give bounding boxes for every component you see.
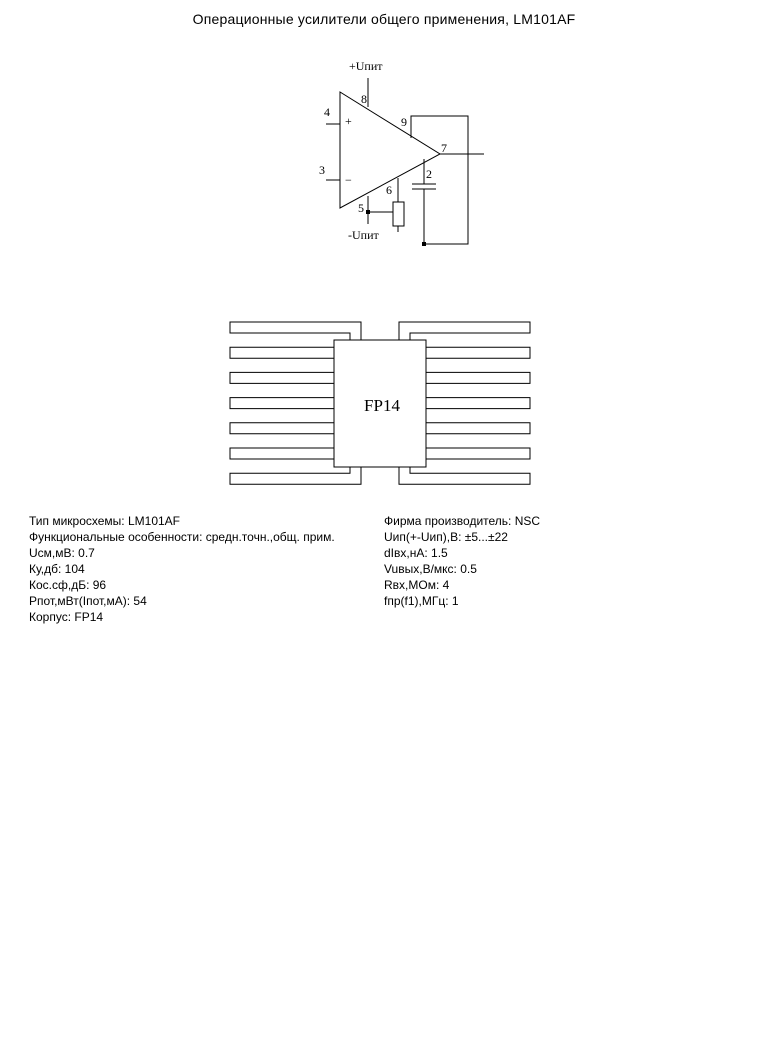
supply-neg-label: -Uпит xyxy=(348,228,379,242)
package-pin-left xyxy=(230,423,334,434)
spec-power: Рпот,мВт(Iпот,мА): 54 xyxy=(29,594,147,608)
input-plus-sign: + xyxy=(345,114,352,128)
spec-manufacturer: Фирма производитель: NSC xyxy=(384,514,541,528)
spec-input-current: dIвх,нА: 1.5 xyxy=(384,546,448,560)
package-pin-right xyxy=(426,347,530,358)
supply-pos-label: +Uпит xyxy=(349,59,383,73)
page-title: Операционные усилители общего применения, LM101AF xyxy=(192,11,576,27)
package-pin-left xyxy=(230,347,334,358)
spec-cmrr: Кос.сф,дБ: 96 xyxy=(29,578,107,592)
input-minus-sign: − xyxy=(345,173,352,187)
spec-features: Функциональные особенности: средн.точн.,общ. прим. xyxy=(29,530,335,544)
package-pin-left xyxy=(230,398,334,409)
package-pin-right xyxy=(426,372,530,383)
package-pin-right xyxy=(426,423,530,434)
resistor xyxy=(393,202,404,226)
pin-label-7: 7 xyxy=(441,141,447,155)
specs-left xyxy=(29,513,335,625)
pin-label-3: 3 xyxy=(319,163,325,177)
spec-package: Корпус: FP14 xyxy=(29,610,104,624)
pin-label-6: 6 xyxy=(386,183,392,197)
spec-gain: Ку,дб: 104 xyxy=(29,562,85,576)
spec-supply-voltage: Uип(+-Uип),В: ±5...±22 xyxy=(384,530,508,544)
package-pin-right xyxy=(399,322,530,340)
package-pin-left xyxy=(230,448,334,459)
specs-right xyxy=(384,513,540,609)
spec-input-resistance: Rвх,МОм: 4 xyxy=(384,578,450,592)
spec-slew-rate: Vuвых,В/мкс: 0.5 xyxy=(384,562,477,576)
pin-label-8: 8 xyxy=(361,92,367,106)
package-pin-right xyxy=(426,448,530,459)
package-pin-right xyxy=(426,398,530,409)
package-pin-left xyxy=(230,372,334,383)
pin-label-9: 9 xyxy=(401,115,407,129)
package-pin-right xyxy=(399,467,530,484)
spec-offset-voltage: Uсм,мВ: 0.7 xyxy=(29,546,95,560)
opamp-schematic xyxy=(326,78,484,244)
wire-pin9 xyxy=(411,116,468,244)
spec-bandwidth: fпр(f1),МГц: 1 xyxy=(384,594,459,608)
pin-label-5: 5 xyxy=(358,201,364,215)
package-pin-left xyxy=(230,322,361,340)
pin-label-4: 4 xyxy=(324,105,330,119)
package-label: FP14 xyxy=(364,396,400,415)
spec-chip-type: Тип микросхемы: LM101AF xyxy=(29,514,180,528)
pin-label-2: 2 xyxy=(426,167,432,181)
package-pin-left xyxy=(230,467,361,484)
junction-dot xyxy=(422,242,426,246)
junction-dot xyxy=(366,210,370,214)
